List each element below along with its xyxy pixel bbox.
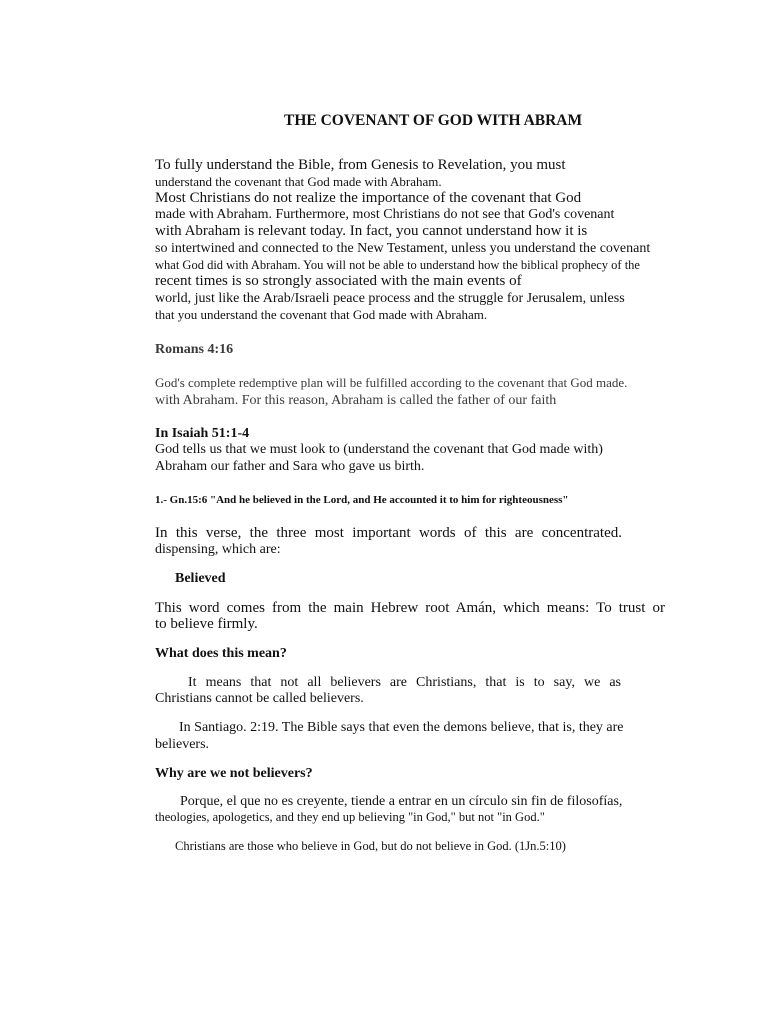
isaiah-line-2: Abraham our father and Sara who gave us birth. xyxy=(155,459,425,474)
intro-line-2: understand the covenant that God made with Abraham. xyxy=(155,174,442,189)
romans-line-2: with Abraham. For this reason, Abraham is called the father of our faith xyxy=(155,393,557,408)
intro-line-9: world, just like the Arab/Israeli peace process and the struggle for Jerusalem, unless xyxy=(155,291,625,306)
romans-line-1: God's complete redemptive plan will be fulfilled according to the covenant that God made. xyxy=(155,375,628,390)
why-heading: Why are we not believers? xyxy=(155,766,313,781)
intro-line-7: what God did with Abraham. You will not be able to understand how the biblical prophecy of the xyxy=(155,258,640,272)
intro-line-6: so intertwined and connected to the New Testament, unless you understand the covenant xyxy=(155,241,651,256)
believed-heading: Believed xyxy=(175,571,226,586)
believed-line-1: This word comes from the main Hebrew root Amán, which means: To trust or xyxy=(155,600,665,616)
isaiah-line-1: God tells us that we must look to (understand the covenant that God made with) xyxy=(155,442,603,457)
meaning-heading: What does this mean? xyxy=(155,646,287,661)
why-line-2: theologies, apologetics, and they end up believing "in God," but not "in God." xyxy=(155,810,545,824)
why-line-1: Porque, el que no es creyente, tiende a entrar en un círculo sin fin de filosofías, xyxy=(180,794,623,809)
santiago-line-2: believers. xyxy=(155,737,210,752)
verse-line-1: In this verse, the three most important words of this are concentrated. xyxy=(155,525,622,541)
meaning-line-1: It means that not all believers are Christians, that is to say, we as xyxy=(188,675,621,690)
intro-line-10: that you understand the covenant that God made with Abraham. xyxy=(155,307,488,322)
closing-line: Christians are those who believe in God, but do not believe in God. (1Jn.5:10) xyxy=(175,839,566,853)
isaiah-heading: In Isaiah 51:1-4 xyxy=(155,426,250,441)
romans-heading: Romans 4:16 xyxy=(155,342,234,357)
intro-line-5: with Abraham is relevant today. In fact, you cannot understand how it is xyxy=(155,223,588,239)
verse-line-2: dispensing, which are: xyxy=(155,542,281,557)
meaning-line-2: Christians cannot be called believers. xyxy=(155,691,364,706)
intro-line-1: To fully understand the Bible, from Genesis to Revelation, you must xyxy=(155,157,566,173)
believed-line-2: to believe firmly. xyxy=(155,616,258,632)
intro-line-3: Most Christians do not realize the importance of the covenant that God xyxy=(155,190,582,206)
santiago-line-1: In Santiago. 2:19. The Bible says that even the demons believe, that is, they are xyxy=(179,720,624,735)
intro-line-8: recent times is so strongly associated with the main events of xyxy=(155,273,522,289)
intro-line-4: made with Abraham. Furthermore, most Christians do not see that God's covenant xyxy=(155,207,615,222)
page-title: THE COVENANT OF GOD WITH ABRAM xyxy=(284,112,583,129)
genesis-reference: 1.- Gn.15:6 "And he believed in the Lord, and He accounted it to him for righteousness" xyxy=(155,494,569,506)
